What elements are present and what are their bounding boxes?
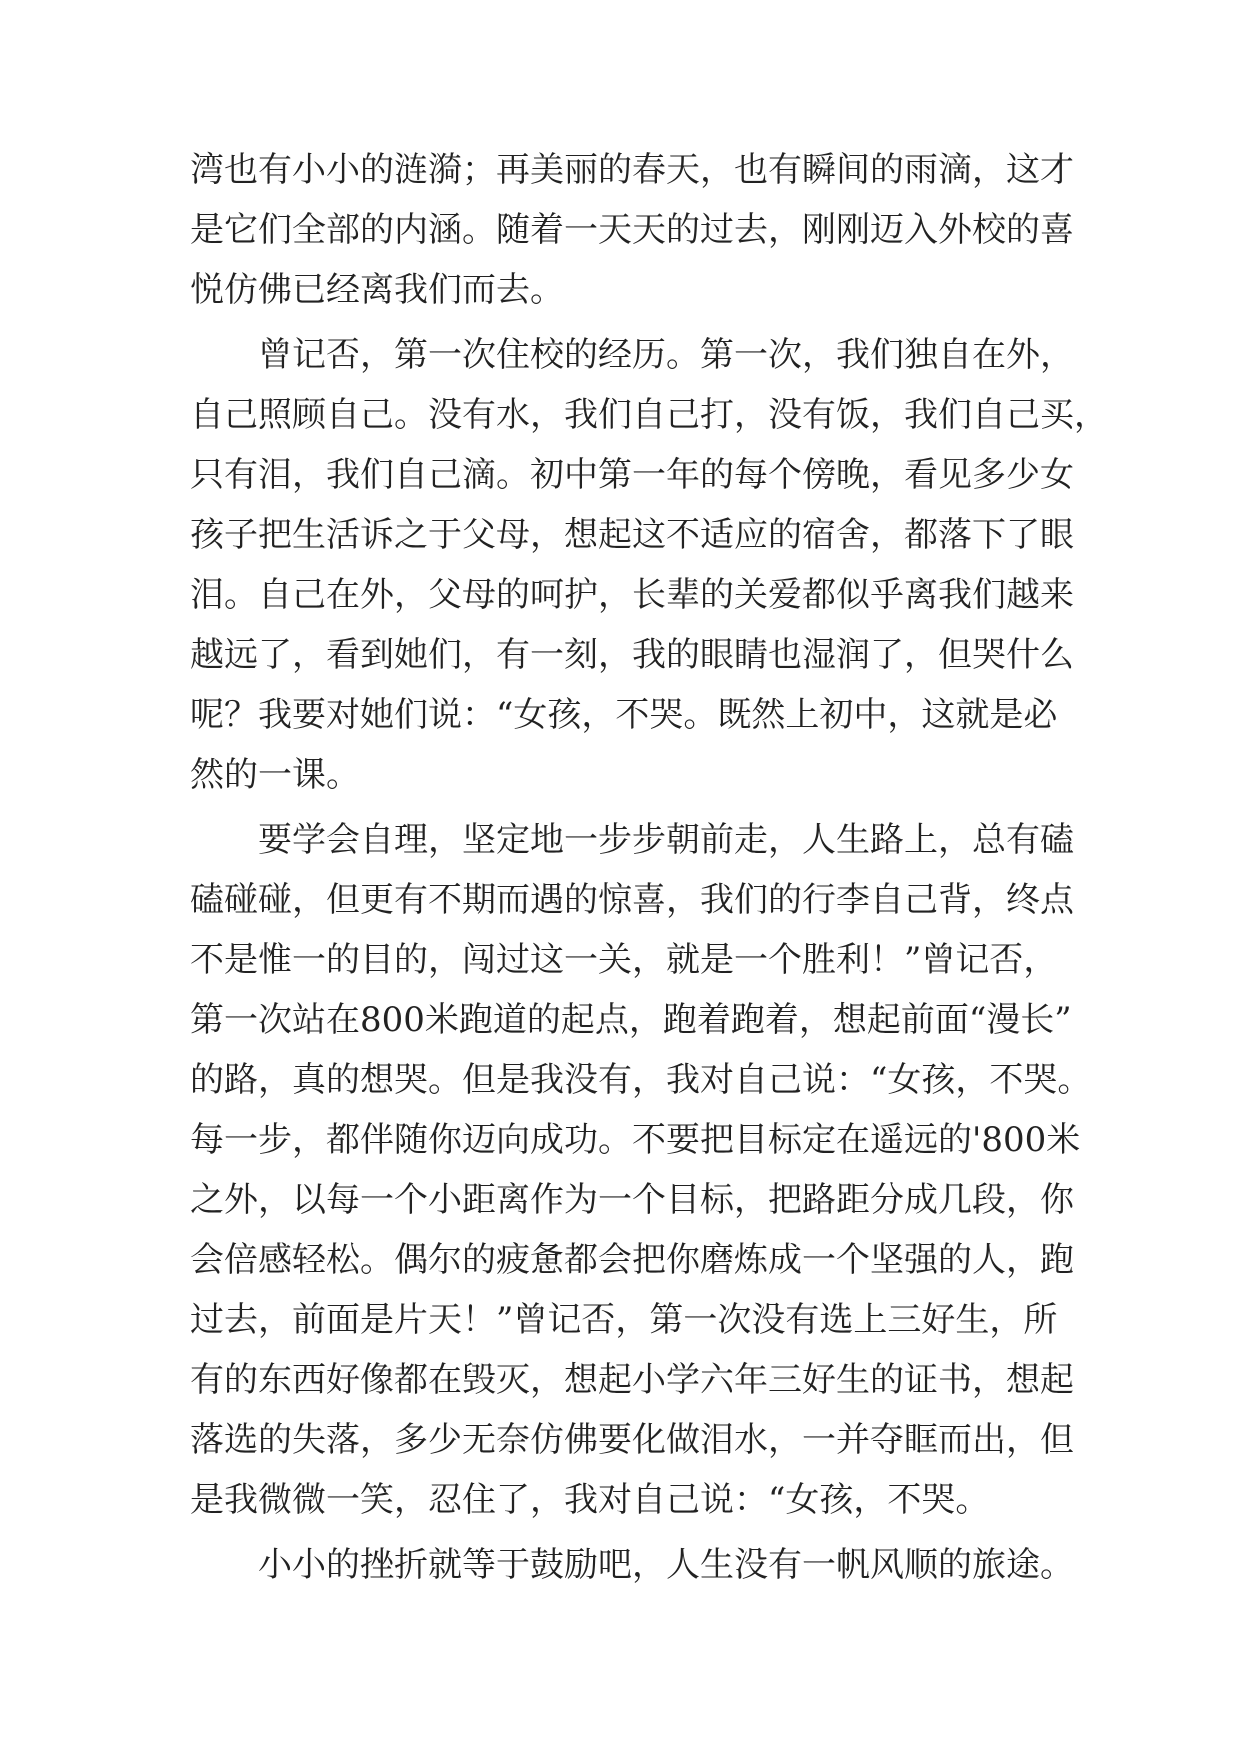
text-line: 落选的失落，多少无奈仿佛要化做泪水，一并夺眶而出，但 [190,1420,1074,1460]
text-line: 过去，前面是片天！”曾记否，第一次没有选上三好生，所 [190,1300,1058,1340]
text-line: 孩子把生活诉之于父母，想起这不适应的宿舍，都落下了眼 [190,515,1074,555]
paragraph-first-line: 小小的挫折就等于鼓励吧，人生没有一帆风顺的旅途。 [258,1545,1074,1585]
paragraph-first-line: 曾记否，第一次住校的经历。第一次，我们独自在外， [258,335,1074,375]
text-line: 越远了，看到她们，有一刻，我的眼睛也湿润了，但哭什么 [190,635,1074,675]
text-line: 之外，以每一个小距离作为一个目标，把路距分成几段，你 [190,1180,1074,1220]
text-line: 不是惟一的目的，闯过这一关，就是一个胜利！”曾记否， [190,940,1058,980]
text-line: 第一次站在800米跑道的起点，跑着跑着，想起前面“漫长” [190,1000,1072,1040]
text-line: 泪。自己在外，父母的呵护，长辈的关爱都似乎离我们越来 [190,575,1074,615]
paragraph-first-line: 要学会自理，坚定地一步步朝前走，人生路上，总有磕 [258,820,1074,860]
text-line: 是它们全部的内涵。随着一天天的过去，刚刚迈入外校的喜 [190,210,1074,250]
text-line: 湾也有小小的涟漪；再美丽的春天，也有瞬间的雨滴，这才 [190,150,1074,190]
text-line: 只有泪，我们自己滴。初中第一年的每个傍晚，看见多少女 [190,455,1074,495]
text-line: 每一步，都伴随你迈向成功。不要把目标定在遥远的'800米 [190,1120,1081,1160]
text-line: 是我微微一笑，忍住了，我对自己说：“女孩，不哭。 [190,1480,990,1520]
text-line: 呢？我要对她们说：“女孩，不哭。既然上初中，这就是必 [190,695,1058,735]
text-line: 悦仿佛已经离我们而去。 [190,270,564,310]
text-line: 会倍感轻松。偶尔的疲惫都会把你磨炼成一个坚强的人，跑 [190,1240,1074,1280]
text-line: 磕碰碰，但更有不期而遇的惊喜，我们的行李自己背，终点 [190,880,1074,920]
text-line: 有的东西好像都在毁灭，想起小学六年三好生的证书，想起 [190,1360,1074,1400]
text-line: 然的一课。 [190,755,360,795]
text-line: 的路，真的想哭。但是我没有，我对自己说：“女孩，不哭。 [190,1060,1092,1100]
text-line: 自己照顾自己。没有水，我们自己打，没有饭，我们自己买， [190,395,1108,435]
